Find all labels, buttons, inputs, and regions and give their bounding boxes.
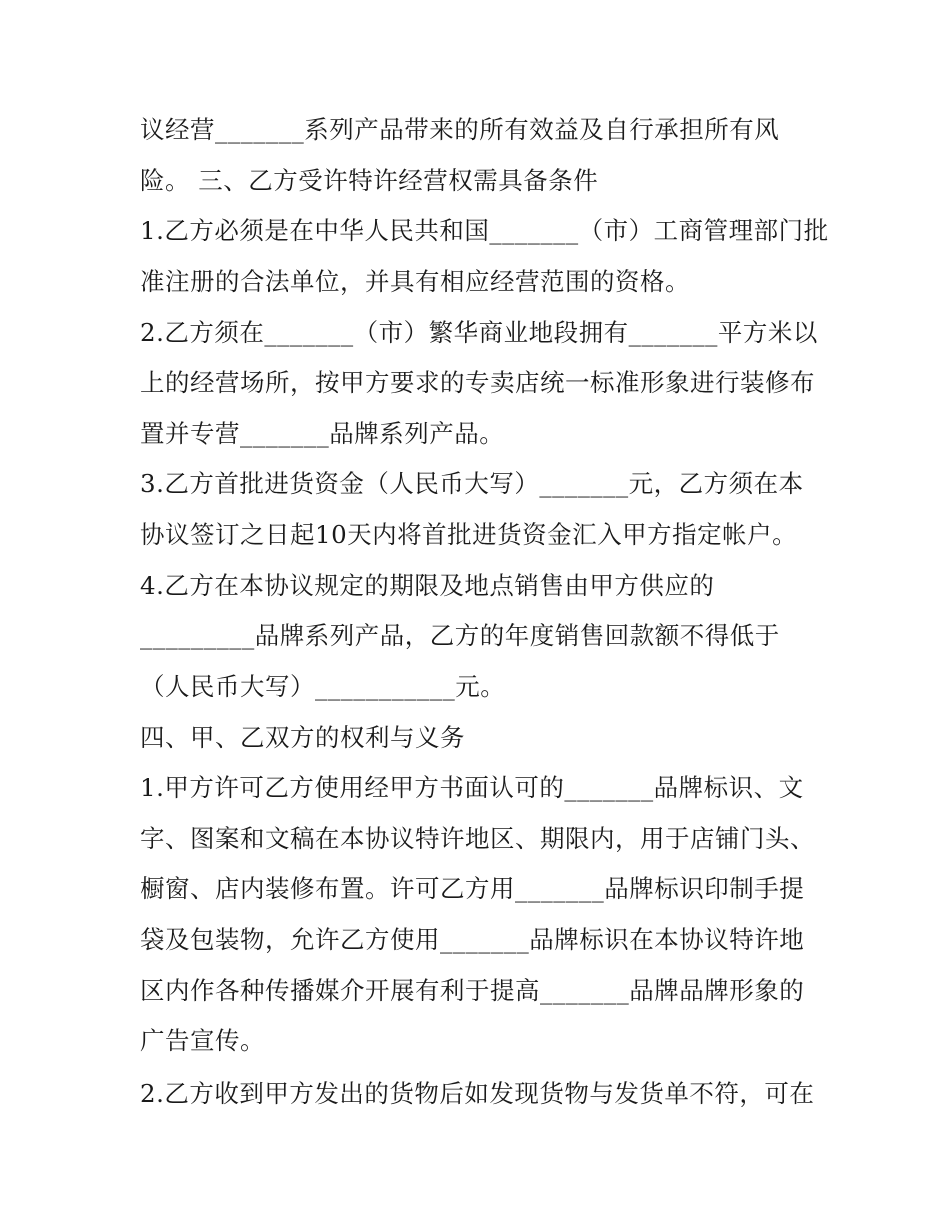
text-line: 协议签订之日起10天内将首批进货资金汇入甲方指定帐户。 — [140, 520, 798, 549]
text-line: 准注册的合法单位，并具有相应经营范围的资格。 — [140, 267, 690, 296]
text-line: 1.乙方必须是在中华人民共和国_______（市）工商管理部门批 — [140, 216, 829, 245]
text-line: 置并专营_______品牌系列产品。 — [140, 419, 505, 448]
text-line: 1.甲方许可乙方使用经甲方书面认可的_______品牌标识、文 — [140, 773, 804, 802]
text-line: 区内作各种传播媒介开展有利于提高_______品牌品牌形象的 — [140, 976, 805, 1005]
text-line: 2.乙方收到甲方发出的货物后如发现货物与发货单不符，可在 — [140, 1079, 815, 1108]
text-line: 广告宣传。 — [140, 1026, 265, 1055]
text-line: 议经营_______系列产品带来的所有效益及自行承担所有风 — [140, 115, 780, 144]
text-line: 险。 三、乙方受许特许经营权需具备条件 — [140, 166, 599, 195]
text-line: 橱窗、店内装修布置。许可乙方用_______品牌标识印制手提 — [140, 874, 805, 903]
text-line: 上的经营场所，按甲方要求的专卖店统一标准形象进行装修布 — [140, 368, 815, 397]
text-line: 袋及包装物，允许乙方使用_______品牌标识在本协议特许地 — [140, 925, 805, 954]
text-line: 2.乙方须在_______（市）繁华商业地段拥有_______平方米以 — [140, 318, 818, 347]
text-line: _________品牌系列产品，乙方的年度销售回款额不得低于 — [140, 621, 780, 650]
text-line: 4.乙方在本协议规定的期限及地点销售由甲方供应的 — [140, 571, 715, 600]
text-line: 3.乙方首批进货资金（人民币大写）_______元，乙方须在本 — [140, 469, 804, 498]
section-heading: 四、甲、乙双方的权利与义务 — [140, 723, 465, 752]
text-line: （人民币大写）___________元。 — [140, 672, 506, 701]
text-line: 字、图案和文稿在本协议特许地区、期限内，用于店铺门头、 — [140, 824, 815, 853]
